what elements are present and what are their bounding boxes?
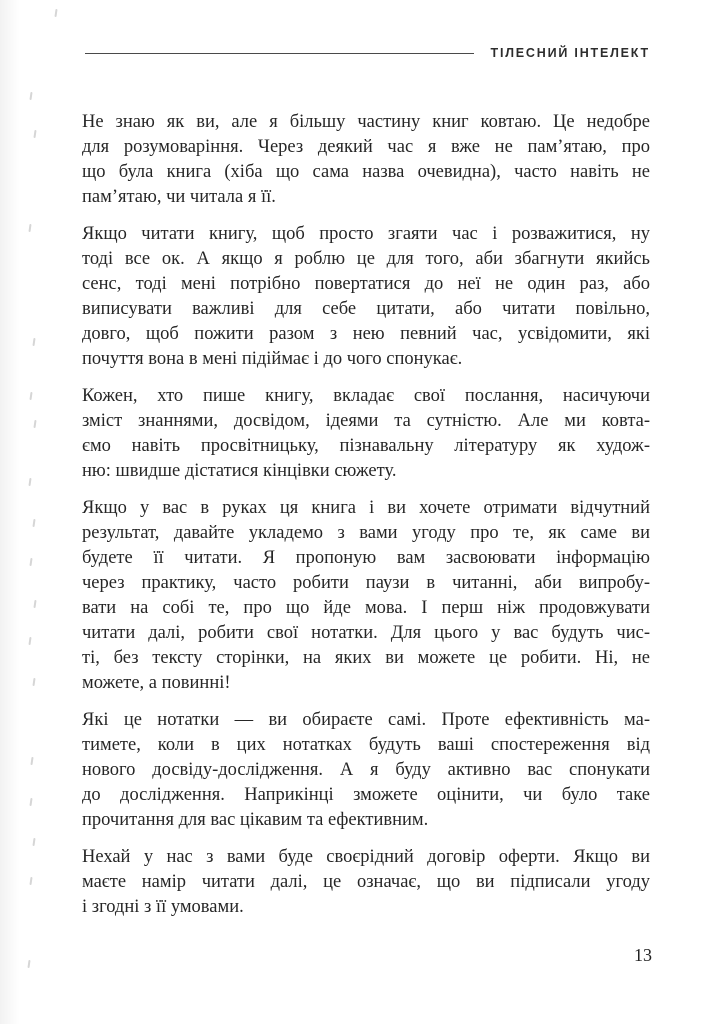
scan-artifact [33,130,36,138]
scan-artifact [29,798,32,806]
scan-artifact [32,678,35,686]
text-line: Якщо читати книгу, щоб просто згаяти час і розважитися, ну [82,224,650,244]
paragraph [82,496,650,696]
page-edge-shading [0,0,20,1024]
text-line: тимете, коли в цих нотатках будуть ваші спостереження від [82,735,650,755]
text-line: зміст знаннями, досвідом, ідеями та сутністю. Але ми ковта- [82,411,650,431]
text-line: до дослідження. Наприкінці зможете оцінити, чи було таке [82,785,650,805]
text-line: вати на собі те, про що йде мова. І перш ніж продовжувати [82,598,650,618]
text-line: Які це нотатки — ви обираєте самі. Проте ефективність ма- [82,710,650,730]
text-line: пам’ятаю, чи читала я її. [82,187,276,207]
text-line: Нехай у нас з вами буде своєрідний договір оферти. Якщо ви [82,847,650,867]
scan-artifact [29,92,32,100]
text-line: через практику, часто робити паузи в читанні, аби випробу- [82,573,650,593]
text-line: читати далі, робити свої нотатки. Для цього у вас будуть чис- [82,623,650,643]
scan-artifact [32,338,35,346]
text-line: нового досвіду-дослідження. А я буду активно вас спонукати [82,760,650,780]
paragraph [82,708,650,833]
paragraph [82,845,650,920]
scan-artifact [29,558,32,566]
paragraph [82,222,650,372]
scan-artifact [29,877,32,885]
text-line: результат, давайте укладемо з вами угоду про те, як саме ви [82,523,650,543]
text-line: ню: швидше дістатися кінцівки сюжету. [82,461,397,481]
text-line: і згодні з її умовами. [82,897,244,917]
scan-artifact [54,9,57,17]
header-rule [85,53,474,54]
scan-artifact [27,960,30,968]
text-line: почуття вона в мені підіймає і до чого спонукає. [82,349,463,369]
text-line: будете її читати. Я пропоную вам засвоювати інформацію [82,548,650,568]
text-block [82,110,650,932]
scan-artifact [30,757,33,765]
text-line: Не знаю як ви, але я більшу частину книг ковтаю. Це недобре [82,112,650,132]
text-line: ємо навіть просвітницьку, пізнавальну літературу як худож- [82,436,650,456]
paragraph [82,384,650,484]
text-line: Кожен, хто пише книгу, вкладає свої послання, насичуючи [82,386,650,406]
scan-artifact [32,838,35,846]
running-head [85,46,650,60]
scan-artifact [28,478,31,486]
text-line: маєте намір читати далі, це означає, що ви підписали угоду [82,872,650,892]
text-line: ті, без тексту сторінки, на яких ви можете це робити. Ні, не [82,648,650,668]
running-head-title: ТІЛЕСНИЙ ІНТЕЛЕКТ [490,46,650,60]
text-line: що була книга (хіба що сама назва очевидна), часто навіть не [82,162,650,182]
scan-artifact [28,224,31,232]
text-line: довго, щоб пожити разом з нею певний час, усвідомити, які [82,324,650,344]
page-number: 13 [634,945,652,965]
text-line: тоді все ок. А якщо я роблю це для того, аби збагнути якийсь [82,249,650,269]
text-line: виписувати важливі для себе цитати, або читати повільно, [82,299,650,319]
text-line: сенс, тоді мені потрібно повертатися до неї не один раз, або [82,274,650,294]
scan-artifact [33,600,36,608]
text-line: для розумоваріння. Через деякий час я вже не пам’ятаю, про [82,137,650,157]
text-line: прочитання для вас цікавим та ефективним. [82,810,429,830]
scan-artifact [33,420,36,428]
scan-artifact [28,637,31,645]
text-line: можете, а повинні! [82,673,231,693]
scan-artifact [29,392,32,400]
text-line: Якщо у вас в руках ця книга і ви хочете отримати відчутний [82,498,650,518]
scan-artifact [32,519,35,527]
paragraph [82,110,650,210]
